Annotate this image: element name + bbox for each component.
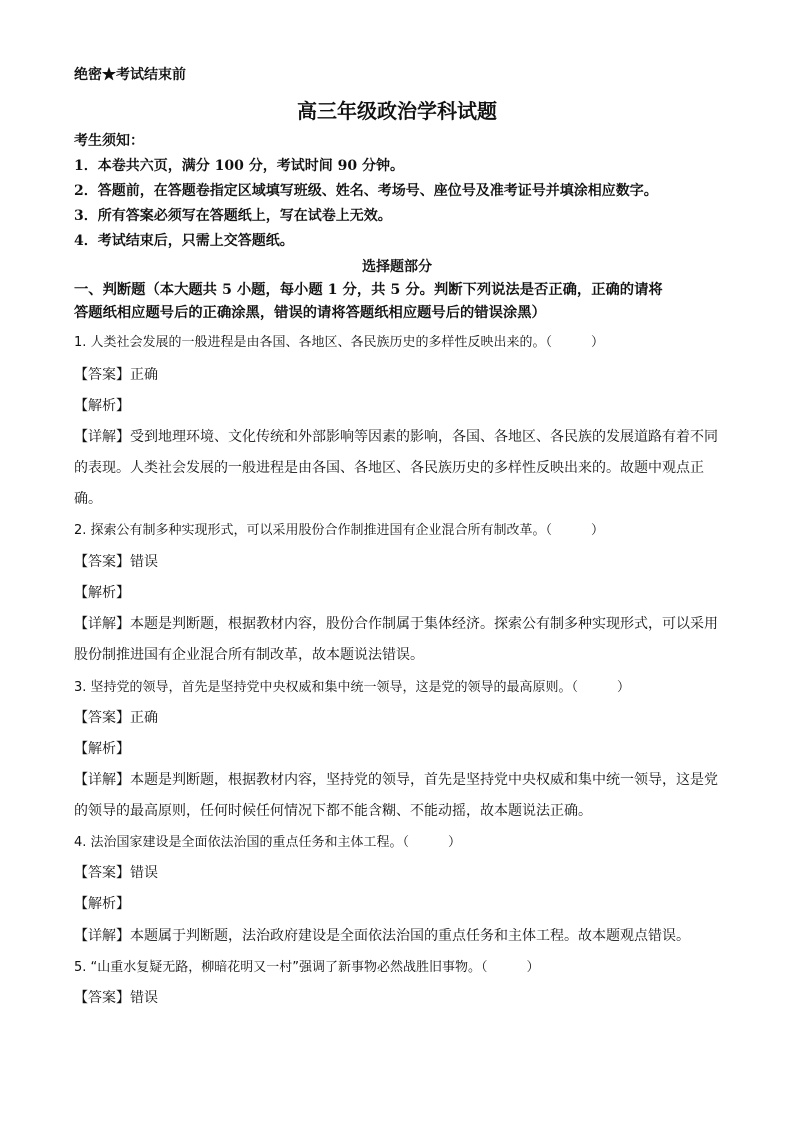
notice-item-3: 3．所有答案必须写在答题纸上，写在试卷上无效。 bbox=[74, 208, 392, 224]
notice-item-2: 2．答题前，在答题卷指定区域填写班级、姓名、考场号、座位号及准考证号并填涂相应数字。 bbox=[74, 183, 658, 199]
question-4: 4. 法治国家建设是全面依法治国的重点任务和主体工程。（ ） bbox=[74, 835, 462, 850]
answer-4: 【答案】错误 bbox=[74, 865, 158, 881]
answer-5: 【答案】错误 bbox=[74, 990, 158, 1006]
confidential-mark: 绝密★考试结束前 bbox=[74, 67, 186, 83]
detail-1-line-2: 的表现。人类社会发展的一般进程是由各国、各地区、各民族历史的多样性反映出来的。故题中观点正 bbox=[74, 460, 704, 476]
answer-1: 【答案】正确 bbox=[74, 367, 158, 383]
notice-item-4: 4．考试结束后，只需上交答题纸。 bbox=[74, 233, 294, 249]
detail-2-line-2: 股份制推进国有企业混合所有制改革，故本题说法错误。 bbox=[74, 647, 424, 663]
detail-1-line-1: 【详解】受到地理环境、文化传统和外部影响等因素的影响，各国、各地区、各民族的发展道路有着不同 bbox=[74, 429, 718, 445]
page-title: 高三年级政治学科试题 bbox=[297, 99, 497, 123]
notice-heading: 考生须知： bbox=[74, 133, 144, 149]
analysis-4: 【解析】 bbox=[74, 896, 130, 912]
detail-3-line-2: 的领导的最高原则，任何时候任何情况下都不能含糊、不能动摇，故本题说法正确。 bbox=[74, 803, 592, 819]
part-heading-line-2: 答题纸相应题号后的正确涂黑，错误的请将答题纸相应题号后的错误涂黑） bbox=[74, 305, 546, 321]
analysis-1: 【解析】 bbox=[74, 398, 130, 414]
analysis-2: 【解析】 bbox=[74, 585, 130, 601]
notice-item-1: 1．本卷共六页，满分 100 分，考试时间 90 分钟。 bbox=[74, 158, 404, 174]
question-1: 1. 人类社会发展的一般进程是由各国、各地区、各民族历史的多样性反映出来的。（ ） bbox=[74, 335, 605, 350]
detail-3-line-1: 【详解】本题是判断题，根据教材内容，坚持党的领导，首先是坚持党中央权威和集中统一领导，这是党 bbox=[74, 772, 718, 788]
analysis-3: 【解析】 bbox=[74, 741, 130, 757]
question-3: 3. 坚持党的领导，首先是坚持党中央权威和集中统一领导，这是党的领导的最高原则。（ ） bbox=[74, 680, 631, 695]
answer-3: 【答案】正确 bbox=[74, 710, 158, 726]
detail-2-line-1: 【详解】本题是判断题，根据教材内容，股份合作制属于集体经济。探索公有制多种实现形式，可以采用 bbox=[74, 616, 718, 632]
question-2: 2. 探索公有制多种实现形式，可以采用股份合作制推进国有企业混合所有制改革。（ ） bbox=[74, 523, 605, 538]
section-title: 选择题部分 bbox=[362, 259, 432, 275]
part-heading-line-1: 一、判断题（本大题共 5 小题，每小题 1 分，共 5 分。判断下列说法是否正确，正确的请将 bbox=[74, 282, 663, 298]
answer-2: 【答案】错误 bbox=[74, 554, 158, 570]
detail-1-line-3: 确。 bbox=[74, 491, 102, 507]
detail-4-line-1: 【详解】本题属于判断题，法治政府建设是全面依法治国的重点任务和主体工程。故本题观点错误。 bbox=[74, 928, 690, 944]
question-5: 5. “山重水复疑无路，柳暗花明又一村”强调了新事物必然战胜旧事物。（ ） bbox=[74, 960, 540, 975]
